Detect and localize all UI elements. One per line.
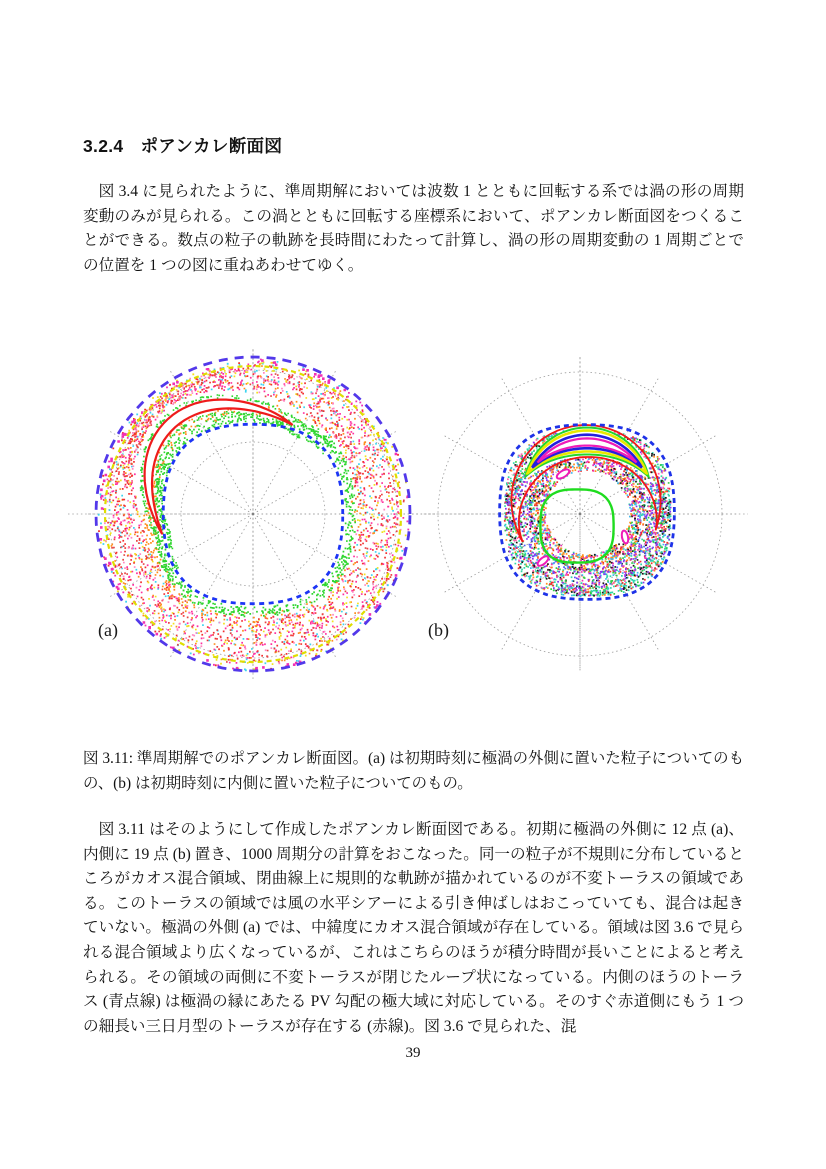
- figure-caption: 図 3.11: 準周期解でのポアンカレ断面図。(a) は初期時刻に極渦の外側に置いた粒子についてのもの、(b) は初期時刻に内側に置いた粒子についてのもの。: [83, 750, 744, 792]
- paragraph-intro: 図 3.4 に見られたように、準周期解においては波数 1 とともに回転する系では渦の形の周期変動のみが見られる。この渦とともに回転する座標系において、ポアンカレ断面図をつくることができる。数点の粒子の軌跡を長時間にわたって計算し、渦の形の周期変動の 1 周期ごとでの位置を 1 つの図に重ねあわせてゆく。: [83, 183, 744, 274]
- page-number: 39: [405, 1045, 421, 1061]
- subfigure-label-b: (b): [428, 620, 449, 640]
- plot-b-island-torus-1: [621, 530, 630, 544]
- figure-3-11: [40, 340, 780, 680]
- paragraph-discussion: 図 3.11 はそのようにして作成したポアンカレ断面図である。初期に極渦の外側に 12 点 (a)、内側に 19 点 (b) 置き、1000 周期分の計算をおこなった。同一の粒子が不規則に分布しているところがカオス混合領域、閉曲線上に規則的な軌跡が描かれているのが不変トーラスの領域である。このトーラスの領域では風の水平シアーによる引き伸ばしはおこっていても、混合は起きていない。極渦の外側 (a) では、中緯度にカオス混合領域が存在している。領域は図 3.6 で見られる混合領域より広くなっているが、これはこちらのほうが積分時間が長いことによると考えられる。その領域の両側に不変トーラスが閉じたループ状になっている。内側のほうのトーラス (青点線) は極渦の縁にあたる PV 勾配の極大域に対応している。そのすぐ赤道側にもう 1 つの細長い三日月型のトーラスが存在する (赤線)。図 3.6 で見られた、混: [83, 821, 744, 1035]
- plot-b-inside-particles: [412, 356, 748, 672]
- section-number: 3.2.4: [83, 136, 124, 156]
- plot-b-polar-grid: [412, 356, 748, 672]
- subfigure-label-a: (a): [98, 620, 118, 640]
- section-heading: [83, 133, 282, 158]
- poincare-sections-svg: [40, 340, 780, 680]
- section-title: ポアンカレ断面図: [140, 136, 283, 156]
- plot-a-outside-particles: [68, 348, 438, 680]
